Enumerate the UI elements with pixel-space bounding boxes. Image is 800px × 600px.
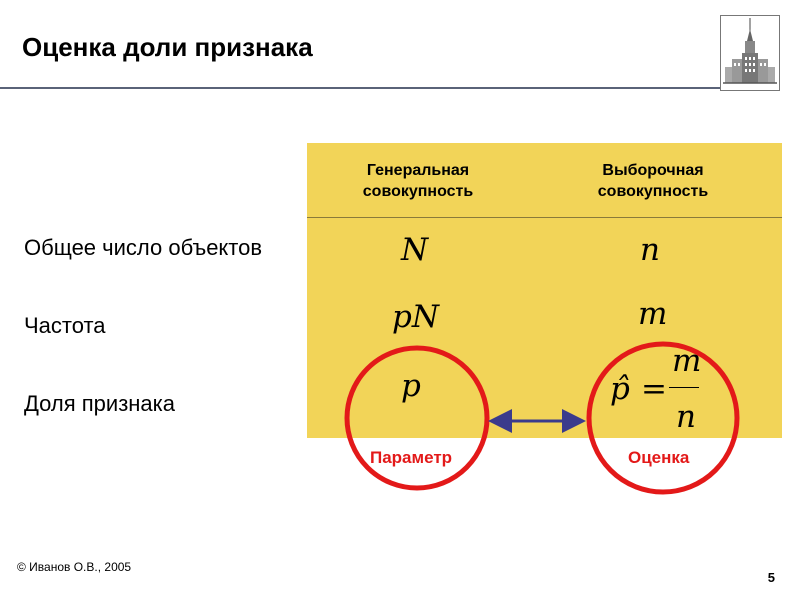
population-frequency-pN: pN xyxy=(392,299,439,335)
column-header-population-text: Генеральная совокупность xyxy=(362,162,474,200)
column-header-sample-text: Выборочная совокупность xyxy=(597,162,709,200)
formula-equals: = xyxy=(641,371,667,407)
formula-denominator-n: n xyxy=(676,399,696,435)
sample-frequency-m: m xyxy=(638,296,668,332)
population-proportion-p: p xyxy=(401,368,421,404)
formula-p-hat: p̂ xyxy=(610,371,630,407)
row-label-total-objects: Общее число объектов xyxy=(24,235,263,260)
population-total-N: N xyxy=(401,232,429,268)
copyright-text: © Иванов О.В., 2005 xyxy=(17,560,132,574)
estimate-circle xyxy=(589,344,737,492)
estimate-label: Оценка xyxy=(628,448,690,467)
parameter-label: Параметр xyxy=(370,448,453,467)
formula-numerator-m: m xyxy=(672,343,702,379)
sample-total-n: n xyxy=(640,232,660,268)
slide-title: Оценка доли признака xyxy=(22,32,313,62)
row-label-frequency: Частота xyxy=(24,313,106,338)
row-label-proportion: Доля признака xyxy=(24,391,176,416)
page-number: 5 xyxy=(767,570,775,585)
